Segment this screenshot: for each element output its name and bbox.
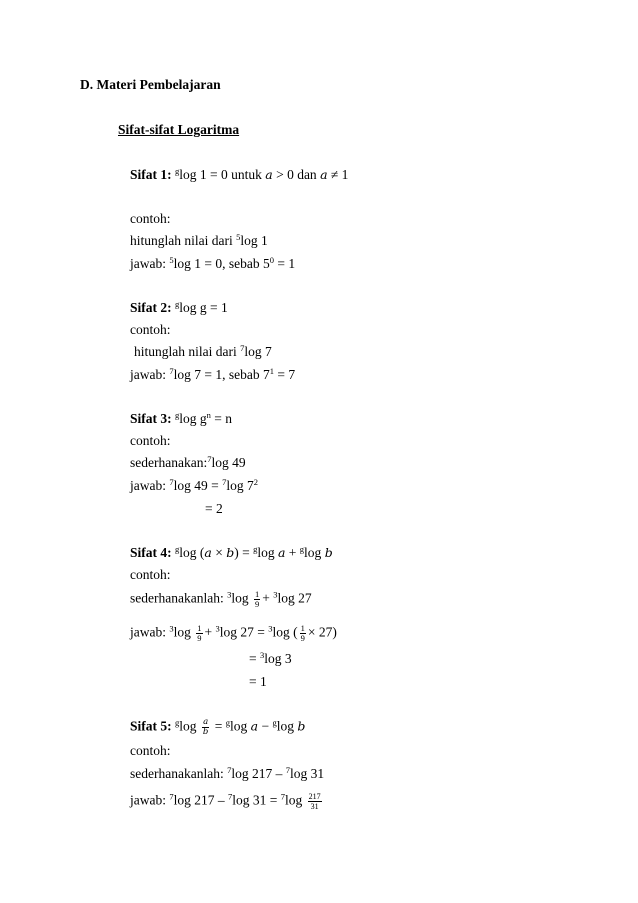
log-base: 3 xyxy=(268,623,273,634)
sifat4-step3: = 1 xyxy=(249,674,267,689)
variable-b: b xyxy=(297,718,306,734)
sifat2-label: Sifat 2: xyxy=(130,300,172,315)
log-base: 7 xyxy=(280,791,286,802)
answer-text: + xyxy=(204,624,216,640)
question-text: log 217 – xyxy=(231,766,286,781)
variable-a: a xyxy=(204,545,212,560)
formula-text: ≠ 1 xyxy=(327,167,349,182)
log-base: g xyxy=(175,544,180,554)
answer-label: jawab: xyxy=(130,792,170,808)
variable-a: a xyxy=(320,167,328,182)
answer-text: log xyxy=(285,792,306,808)
log-base: 7 xyxy=(169,791,174,802)
formula-text: = xyxy=(211,718,226,734)
variable-b: b xyxy=(324,545,333,560)
contoh-label: contoh: xyxy=(130,567,171,582)
fraction-denominator: 31 xyxy=(310,802,319,811)
question-text: hitunglah nilai dari xyxy=(130,233,237,248)
formula-text: log g = 1 xyxy=(179,300,228,315)
log-base: 3 xyxy=(227,589,232,600)
log-base: 7 xyxy=(222,477,227,487)
fraction xyxy=(254,590,260,609)
answer-text: log 217 – xyxy=(173,792,229,808)
log-base: 7 xyxy=(169,477,174,487)
answer-text: = 1 xyxy=(273,256,296,271)
question-text: hitunglah nilai dari xyxy=(134,344,241,359)
sifat2-answer xyxy=(130,367,295,383)
formula-text: log xyxy=(304,545,325,560)
fraction-numerator: 1 xyxy=(197,623,202,633)
sifat1-question xyxy=(130,233,268,249)
log-base: 3 xyxy=(273,589,278,600)
sifat4-label: Sifat 4: xyxy=(130,545,172,560)
log-base: g xyxy=(175,717,180,728)
answer-text: log ( xyxy=(272,624,298,640)
log-base: 3 xyxy=(169,623,174,634)
question-text: log 49 xyxy=(211,455,246,470)
formula-text: log xyxy=(229,718,251,734)
answer-text: log 31 = xyxy=(232,792,281,808)
exponent: n xyxy=(206,410,211,420)
formula-text: log xyxy=(276,718,298,734)
answer-text: log 7 = 1, sebab 7 xyxy=(173,367,270,382)
exponent: 2 xyxy=(253,477,259,487)
fraction-numerator: a xyxy=(203,717,209,727)
question-text: log 27 xyxy=(277,590,312,606)
sifat3-result: = 2 xyxy=(205,501,223,516)
sifat4-step2 xyxy=(249,651,292,667)
variable-a: a xyxy=(277,545,286,560)
exponent: 1 xyxy=(269,366,274,376)
fraction xyxy=(202,718,209,737)
log-base: 7 xyxy=(285,765,290,775)
log-base: g xyxy=(272,717,277,728)
sifat5-label: Sifat 5: xyxy=(130,718,172,734)
answer-label: jawab: xyxy=(130,624,170,640)
log-base: 7 xyxy=(169,366,174,376)
fraction xyxy=(308,792,322,811)
log-base: 5 xyxy=(169,255,174,265)
sifat5-formula xyxy=(130,718,305,737)
contoh-label: contoh: xyxy=(130,433,171,448)
sifat1-label: Sifat 1: xyxy=(130,167,172,182)
log-base: 7 xyxy=(240,343,245,353)
variable-a: a xyxy=(265,167,273,182)
sifat1-formula xyxy=(130,167,348,183)
answer-text: × 27) xyxy=(307,624,337,640)
sifat4-answer xyxy=(130,624,337,643)
formula-text: log 1 = 0 untuk xyxy=(179,167,266,182)
formula-text: log ( xyxy=(179,545,205,560)
formula-text: ) = xyxy=(234,545,254,560)
answer-text: log 27 = xyxy=(219,624,269,640)
fraction-denominator: 9 xyxy=(254,599,260,609)
variable-b: b xyxy=(226,545,235,560)
fraction-denominator: 9 xyxy=(300,633,305,643)
log-base: g xyxy=(175,410,180,420)
sifat1-answer xyxy=(130,256,295,272)
sifat5-answer xyxy=(130,792,324,811)
question-text: + xyxy=(262,590,274,606)
log-base: 3 xyxy=(260,650,265,660)
formula-text: + xyxy=(285,545,300,560)
log-base: g xyxy=(253,544,258,554)
answer-text: = 7 xyxy=(273,367,296,382)
log-base: 7 xyxy=(227,765,232,775)
sifat5-question xyxy=(130,766,324,782)
contoh-label: contoh: xyxy=(130,211,171,226)
fraction-numerator: 1 xyxy=(254,589,260,599)
log-base: 3 xyxy=(215,623,220,634)
exponent: 0 xyxy=(269,255,274,265)
contoh-label: contoh: xyxy=(130,743,171,758)
log-base: 7 xyxy=(207,454,212,464)
answer-text: log 3 xyxy=(264,651,292,666)
variable-a: a xyxy=(250,718,259,734)
fraction xyxy=(196,624,202,643)
contoh-label: contoh: xyxy=(130,322,171,337)
sifat2-question xyxy=(134,344,272,360)
question-text: sederhanakan: xyxy=(130,455,208,470)
question-text: log 1 xyxy=(240,233,268,248)
question-text: log 7 xyxy=(244,344,272,359)
subsection-title: Sifat-sifat Logaritma xyxy=(118,122,240,137)
formula-text: − xyxy=(258,718,273,734)
question-text: sederhanakanlah: xyxy=(130,766,228,781)
log-base: 5 xyxy=(236,232,241,242)
log-base: g xyxy=(175,166,180,176)
sifat3-answer xyxy=(130,478,258,494)
formula-text: log g xyxy=(179,411,207,426)
formula-text: log xyxy=(257,545,278,560)
fraction-denominator: b xyxy=(202,727,209,737)
answer-label: jawab: xyxy=(130,367,170,382)
log-base: 7 xyxy=(228,791,233,802)
answer-label: jawab: xyxy=(130,256,170,271)
answer-text: log 1 = 0, sebab 5 xyxy=(173,256,270,271)
answer-label: jawab: xyxy=(130,478,170,493)
formula-text: × xyxy=(211,545,227,560)
fraction xyxy=(300,624,306,643)
question-text: log xyxy=(231,590,252,606)
sifat2-formula xyxy=(130,300,228,316)
sifat3-label: Sifat 3: xyxy=(130,411,172,426)
answer-text: log xyxy=(173,624,195,640)
answer-text: log 49 = xyxy=(173,478,223,493)
sifat3-question xyxy=(130,455,246,471)
question-text: log 31 xyxy=(289,766,325,781)
question-text: sederhanakanlah: xyxy=(130,590,228,606)
section-heading: D. Materi Pembelajaran xyxy=(80,77,221,92)
formula-text: log xyxy=(179,718,200,734)
sifat3-formula xyxy=(130,411,232,427)
log-base: g xyxy=(299,544,305,554)
answer-text: = xyxy=(249,651,260,666)
fraction-numerator: 1 xyxy=(300,623,305,633)
answer-text: log 7 xyxy=(226,478,254,493)
fraction-denominator: 9 xyxy=(197,633,202,643)
formula-text: = n xyxy=(210,411,233,426)
sifat4-formula xyxy=(130,545,333,561)
log-base: g xyxy=(225,717,230,728)
sifat4-question xyxy=(130,590,312,609)
log-base: g xyxy=(175,299,180,309)
formula-text: > 0 dan xyxy=(272,167,321,182)
fraction-numerator: 217 xyxy=(308,792,321,801)
